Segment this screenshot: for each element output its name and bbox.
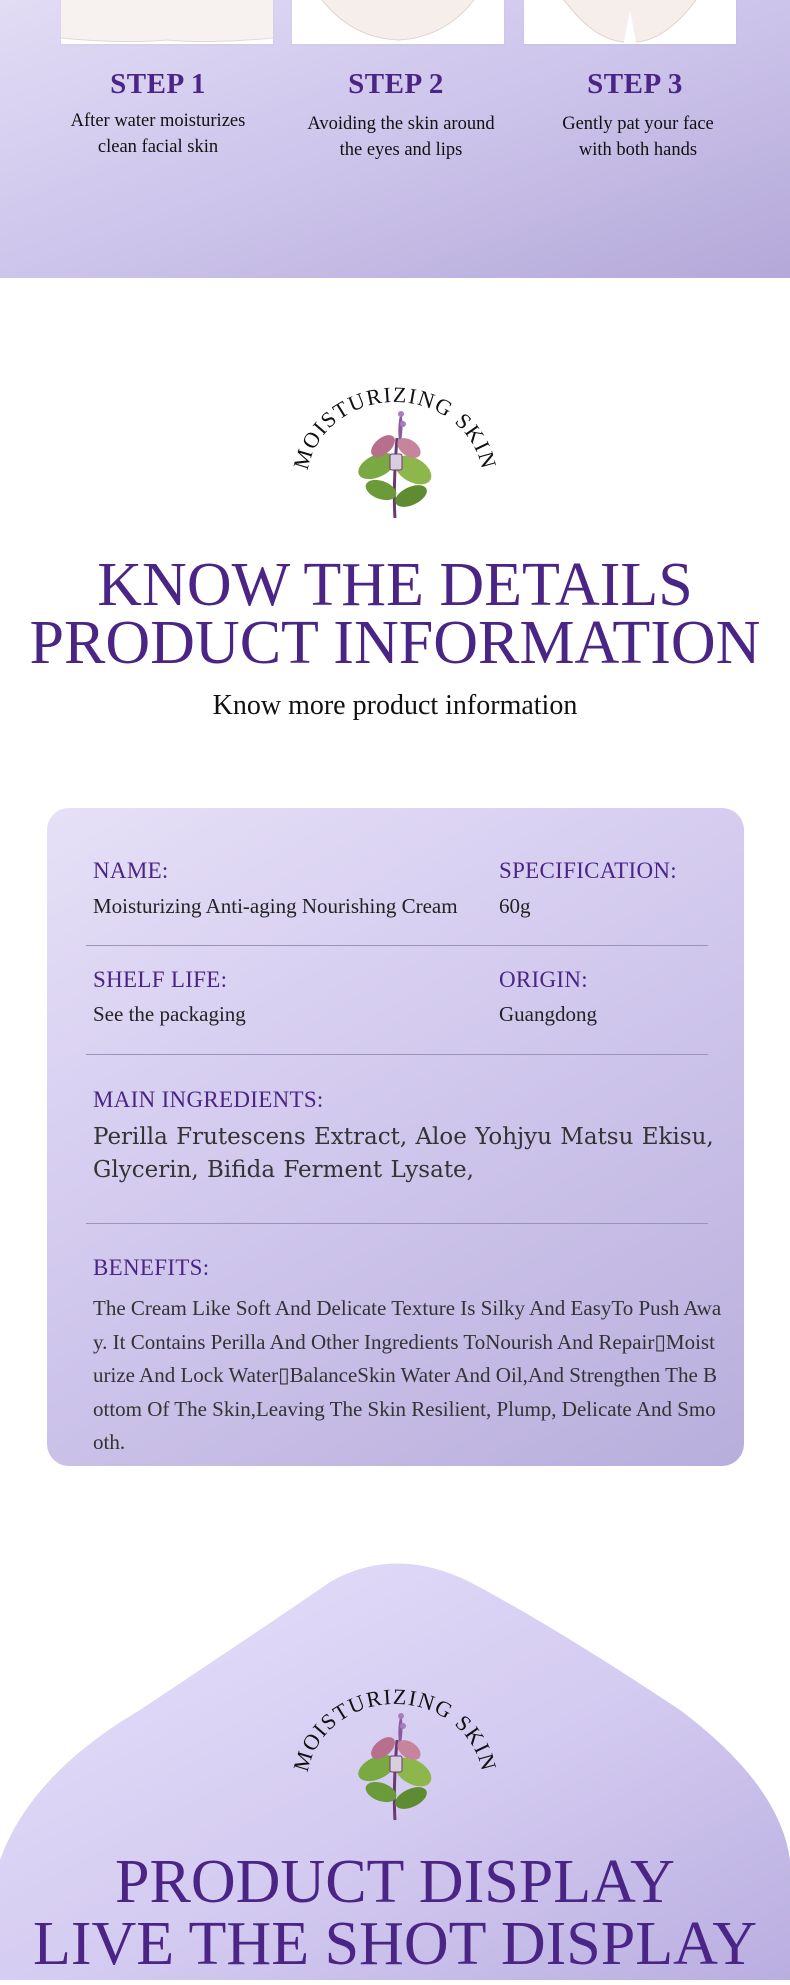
benefits-value: The Cream Like Soft And Delicate Texture Is Silky And EasyTo Push Away. It Contains Perilla And Other Ingredients ToNourish And Repair▯Moisturize And Lock Water▯BalanceSkin Water And Oil,And Strengthen The Bottom Of The Skin,Leaving The Skin Resilient, Plump, Delicate And Smooth. <box>93 1296 722 1454</box>
logo-text: MOISTURIZING SKIN <box>287 381 502 473</box>
benefits-label: BENEFITS: <box>93 1255 210 1280</box>
logo-text: MOISTURIZING SKIN <box>287 1683 502 1775</box>
divider <box>86 1054 708 1055</box>
details-title-line1: KNOW THE DETAILS <box>97 551 693 619</box>
step-1-text-line1: After water moisturizes <box>70 111 246 131</box>
name-label: NAME: <box>93 858 169 883</box>
step-1-title: STEP 1 <box>110 68 206 100</box>
divider <box>86 945 708 946</box>
step-2-text <box>291 111 511 163</box>
main-ingredients-value <box>93 1121 733 1187</box>
display-title-line1: PRODUCT DISPLAY <box>115 1848 675 1916</box>
display-title-line2: LIVE THE SHOT DISPLAY <box>33 1910 757 1978</box>
details-subtitle: Know more product information <box>212 690 578 721</box>
divider <box>86 1223 708 1224</box>
perilla-plant-icon <box>354 1713 436 1820</box>
origin-value: Guangdong <box>499 1002 597 1026</box>
specification-label: SPECIFICATION: <box>499 858 678 883</box>
perilla-plant-icon <box>354 411 436 518</box>
origin-label: ORIGIN: <box>499 967 588 992</box>
step-2-title: STEP 2 <box>348 68 444 100</box>
shelf-life-value: See the packaging <box>93 1002 246 1026</box>
ingredients-line2: Glycerin, Bifida Ferment Lysate, <box>93 1157 474 1183</box>
step-3-text <box>528 111 748 163</box>
step-2-photo <box>292 0 504 44</box>
shelf-life-label: SHELF LIFE: <box>93 967 228 992</box>
step-1-text-line2: clean facial skin <box>97 137 219 157</box>
main-ingredients-label: MAIN INGREDIENTS: <box>93 1087 324 1112</box>
step-1-photo <box>61 0 273 44</box>
details-title-line2: PRODUCT INFORMATION <box>29 609 761 677</box>
step-3-title: STEP 3 <box>587 68 683 100</box>
step-2-text-line2: the eyes and lips <box>339 140 463 160</box>
name-value: Moisturizing Anti-aging Nourishing Cream <box>93 894 458 918</box>
brand-logo <box>285 378 505 528</box>
step-3-text-line2: with both hands <box>578 140 698 160</box>
step-3-photo <box>524 0 736 44</box>
step-2-text-line1: Avoiding the skin around <box>307 114 495 134</box>
specification-value: 60g <box>499 894 531 918</box>
step-1-text <box>48 108 268 160</box>
brand-logo <box>285 1680 505 1830</box>
step-3-text-line1: Gently pat your face <box>562 114 714 134</box>
ingredients-line1: Perilla Frutescens Extract, Aloe Yohjyu Matsu Ekisu, <box>93 1124 714 1150</box>
